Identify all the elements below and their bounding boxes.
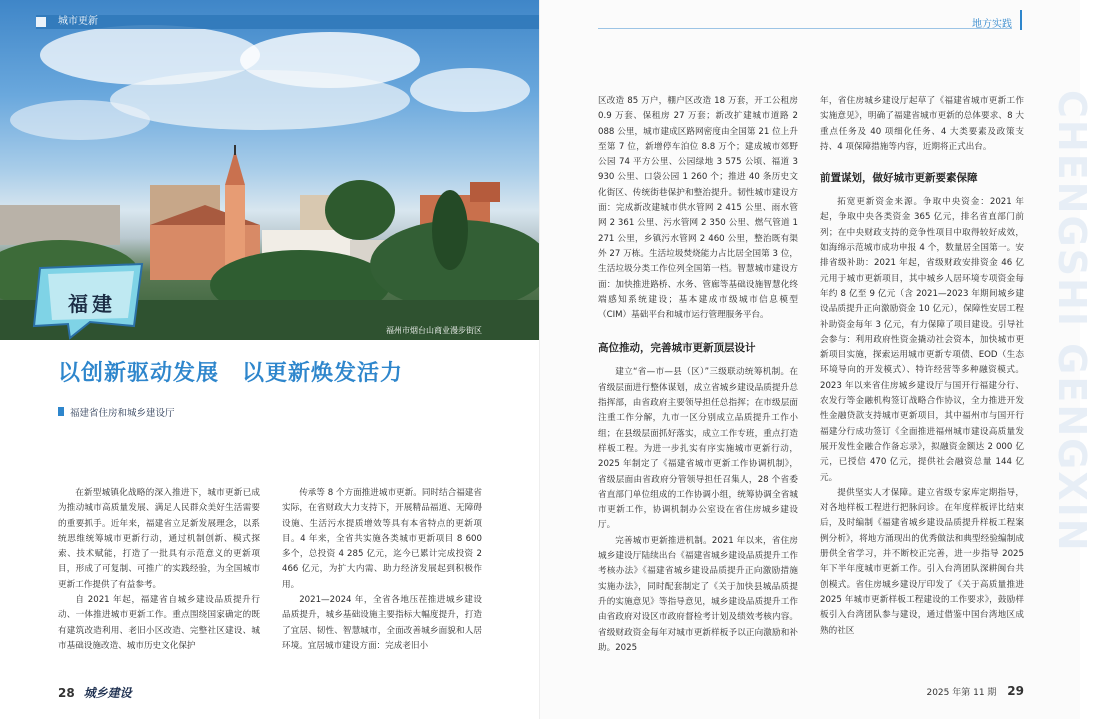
header-rule	[598, 28, 1012, 29]
page-number: 29	[1007, 684, 1024, 698]
left-column-2	[282, 486, 482, 654]
photo-caption: 福州市烟台山商业漫步街区	[386, 326, 482, 335]
paragraph: 建立“省—市—县（区）”三级联动统筹机制。在省级层面进行整体谋划，成立省城乡建设品质提升总指挥部，由省政府主要领导担任总指挥；在市级层面注重工作分解，九市一区分别成立品质提升工作小组；在县级层面抓好落实，成立工作专班，重点打造样板工程。为进一步扎实有序实施城市更新行动，2025 年制定了《福建省城市更新工作协调机制》，省级层面由省政府分管领导担任召集人，28 个省委省直部门单位组成的工作协调小组，统筹协调全省城市更新工作，协调机制办公室设在省住房城乡建设厅。	[598, 367, 798, 531]
paragraph: 在新型城镇化战略的深入推进下，城市更新已成为推动城市高质量发展、满足人民群众美好生活需要的重要抓手。近年来，福建省立足新发展理念，以系统思维统筹城市更新行动，通过机制创新、模式探索、技术赋能，打造了一批具有示范意义的更新项目，形成了可复制、可推广的实践经验，为全国城市更新工作提供了有益参考。	[58, 488, 260, 590]
right-column-2	[820, 94, 1024, 639]
issue-label: 2025 年第 11 期	[926, 688, 997, 698]
paragraph: 提供坚实人才保障。建立省级专家库定期指导，对各地样板工程进行把脉问诊。在年度样板评比结束后，及时编制《福建省城乡建设品质提升样板工程案例分析》，将地方涌现出的优秀做法和典型经验编制成册供全省学习，并不断校正完善，进一步指导 2025 年下半年度城市更新工作。引入台湾团队深耕闽台共创模式。省住房城乡建设厅印发了《关于高质量推进 2025 年城市更新样板工程建设的工作要求》，鼓励样板引入台湾团队参与建设，通过借鉴中国台湾地区成熟的社区	[820, 487, 1024, 636]
magazine-logo: 城乡建设	[83, 686, 132, 700]
left-page	[0, 0, 540, 719]
paragraph: 2021—2024 年，全省各地压茬推进城乡建设品质提升，城乡基础设施主要指标大幅度提升，打造了宜居、韧性、智慧城市，全面改善城乡面貌和人居环境。宜居城市建设方面：完成老旧小	[282, 595, 482, 651]
article-headline: 以创新驱动发展 以更新焕发活力	[58, 361, 404, 386]
right-folio	[926, 684, 1030, 698]
paragraph: 传承等 8 个方面推进城市更新。同时结合福建省实际，在省财政大力支持下，开展精品福道、无障碍设施、生活污水提质增效等具有本省特点的更新项目。4 年来，全省共实施各类城市更新项目 8 600 多个，总投资 4 285 亿元，迄今已累计完成投资 2 466 亿元，为扩大内需、助力经济发展起到积极作用。	[282, 488, 482, 590]
section-label: 城市更新	[58, 16, 98, 27]
paragraph: 自 2021 年起，福建省自城乡建设品质提升行动、一体推进城市更新工作。重点围绕国家确定的既有建筑改造利用、老旧小区改造、完整社区建设、城市基础设施改造、城市历史文化保护	[58, 595, 260, 651]
paragraph: 区改造 85 万户，棚户区改造 18 万套，开工公租房 0.9 万套、保租房 27 万套；新改扩建城市道路 2 088 公里，城市建成区路网密度由全国第 21 位上升至第 7 位，新增停车泊位 8.8 万个；建成城市郊野公园 74 平方公里、公园绿地 3 575 公顷、福道 3 930 公里、口袋公园 1 260 个；推进 40 条历史文化街区、传统街巷保护和整治提升。韧性城市建设方面：完成新改建城市供水管网 2 415 公里、雨水管网 2 361 公里、污水管网 2 350 公里、燃气管道 1 271 公里，乡镇污水管网 2 460 公里，整治既有渠外 27 万栋。生活垃圾焚烧能力占比居全国第 3 位，生活垃圾分类工作位列全国第一档。智慧城市建设方面：加快推进路桥、水务、管廊等基础设施智慧化终端感知系统建设；基本建成市级城市信息模型（CIM）基础平台和城市运行管理服务平台。	[598, 96, 798, 321]
section-heading: 前置谋划，做好城市更新要素保障	[820, 172, 978, 185]
watermark-text: CHENGSHI GENGXIN	[1050, 90, 1094, 553]
left-column-1	[58, 486, 260, 654]
paragraph: 拓宽更新资金来源。争取中央资金：2021 年起，争取中央各类资金 365 亿元，排名省直部门前列；在中央财政支持的竞争性项目中取得较好成效，如海绵示范城市成功申报 4 个，数量居全国第一。安排省级补助：2021 年起，省级财政安排资金 46 亿元用于城市更新项目，其中城乡人居环境专项资金每年约 8 亿至 9 亿元（含 2021—2023 年期间城乡建设品质提升正向激励资金 10 亿元），保障性安居工程补助资金每年 3 亿元，有力保障了项目建设。引导社会参与：利用政府性资金撬动社会资本，加快城市更新项目实施，探索运用城市更新专项债、EOD（生态环境导向的开发模式）、特许经营等多种融资模式。2023 年以来省住房城乡建设厅与国开行福建分行、农发行等金融机构签订战略合作协议，全力推进开发性金融贷款支持城市更新项目，其中福州市与国开行福建分行成功签订《全面推进福州城市建设高质量发展开发性金融合作备忘录》，拟融资金额达 2 000 亿元，已授信 470 亿元，提供社会融资总量 144 亿元。	[820, 197, 1024, 483]
paragraph: 完善城市更新推进机制。2021 年以来，省住房城乡建设厅陆续出台《福建省城乡建设品质提升工作考核办法》《福建省城乡建设品质提升正向激励措施实施办法》，同时配套制定了《关于加快县城品质提升的实施意见》等指导意见，城乡建设品质提升工作由省政府对设区市政府督检考计划及绩效考核内容。省级财政资金每年对城市更新样板予以正向激励和补助。2025	[598, 535, 798, 653]
right-column-1	[598, 94, 798, 656]
province-badge-text: 福建	[68, 292, 116, 316]
section-bar	[36, 15, 544, 29]
article-author: 福建省住房和城乡建设厅	[70, 408, 175, 419]
right-page	[540, 0, 1094, 719]
section-heading: 高位推动，完善城市更新顶层设计	[598, 342, 756, 355]
author-marker	[58, 407, 64, 416]
paragraph: 年，省住房城乡建设厅起草了《福建省城市更新工作实施意见》，明确了福建省城市更新的总体要求、8 大重点任务及 40 项细化任务、4 大类要素及政策支持、4 项保障措施等内容，近期将正式出台。	[820, 96, 1024, 152]
section-label: 地方实践	[972, 19, 1012, 30]
page-number: 28	[58, 686, 75, 700]
section-marker	[1020, 10, 1022, 30]
left-folio	[58, 684, 132, 701]
section-marker	[36, 17, 46, 27]
